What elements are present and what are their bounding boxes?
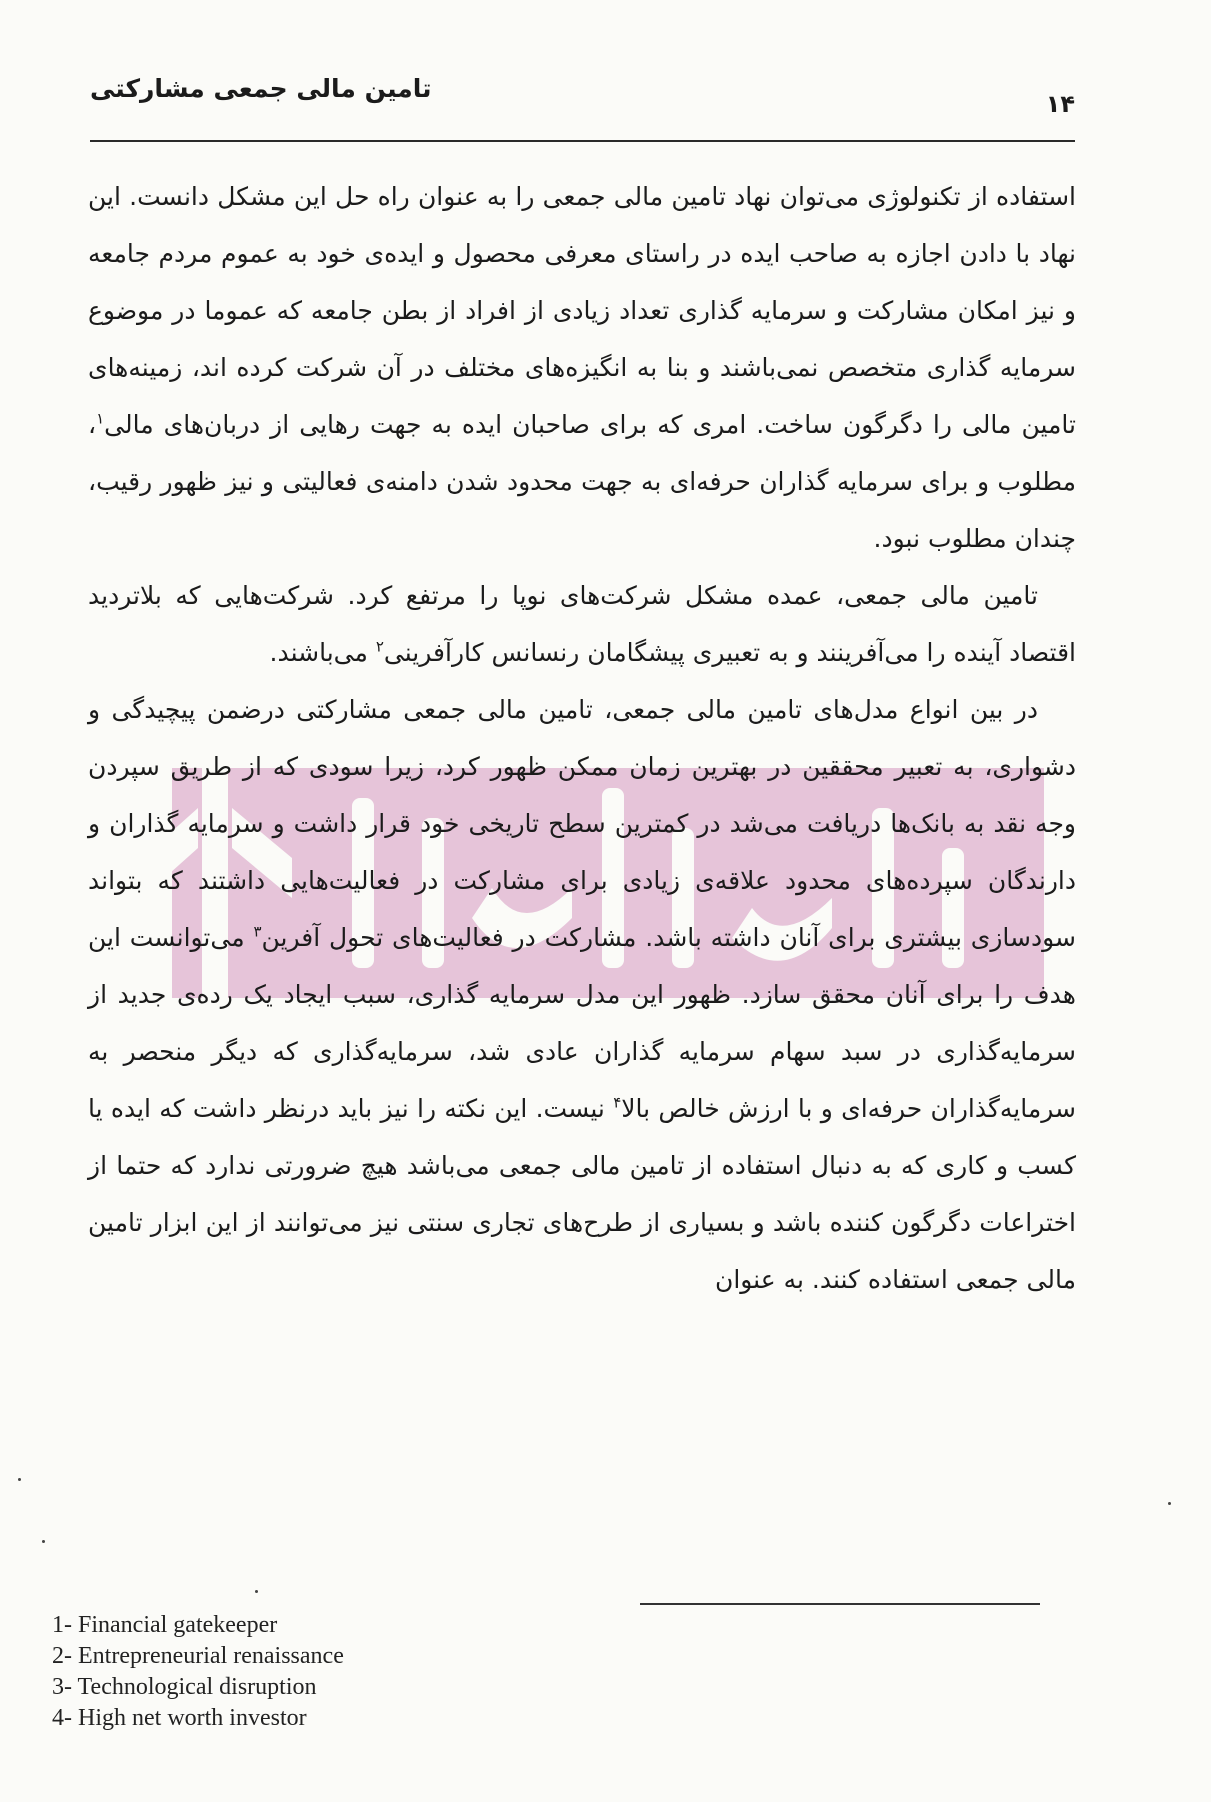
footnote-4: 4- High net worth investor [52, 1705, 307, 1731]
paragraph-2 [88, 567, 1076, 681]
page-number: ۱۴ [1045, 90, 1075, 118]
paragraph-1-tail: ، مطلوب و برای سرمایه گذاران حرفه‌ای به جهت محدود شدن دامنه‌ی فعالیتی و نیز ظهور رقیب، چندان مطلوب نبود. [88, 410, 1076, 553]
paragraph-3-tail: می‌توانست این هدف را برای آنان محقق سازد. ظهور این مدل سرمایه گذاری، سبب ایجاد یک رده‌ی جدید از سرمایه‌گذاری در سبد سهام سرمایه گذاران عادی شد، سرمایه‌گذاری که دیگر منحصر به سرمایه‌گذاران حرفه‌ای و با ارزش خالص بالا [88, 923, 1076, 1123]
footnote-3: 3- Technological disruption [52, 1674, 317, 1700]
scan-speck [42, 1540, 45, 1543]
paragraph-2-text: تامین مالی جمعی، عمده مشکل شرکت‌های نوپا را مرتفع کرد. شرکت‌هایی که بلاتردید اقتصاد آینده را می‌آفرینند و به تعبیری پیشگامان رنسانس کارآفرینی [88, 581, 1076, 667]
scan-speck [1168, 1502, 1171, 1505]
footnote-ref-3: ۳ [253, 922, 262, 941]
scan-speck [18, 1478, 21, 1481]
footnote-ref-2: ۲ [375, 637, 384, 656]
paragraph-3 [88, 681, 1076, 1308]
paragraph-2-tail: می‌باشند. [269, 638, 376, 667]
footnotes [52, 1610, 652, 1734]
footnote-separator [640, 1603, 1040, 1605]
paragraph-3-text: در بین انواع مدل‌های تامین مالی جمعی، تامین مالی جمعی مشارکتی درضمن پیچیدگی و دشواری، به تعبیر محققین در بهترین زمان ممکن ظهور کرد، زیرا سودی که از طریق سپردن وجه نقد به بانک‌ها دریافت می‌شد در کمترین سطح تاریخی خود قرار داشت و سرمایه گذاران و دارندگان سپرده‌های محدود علاقه‌ی زیادی برای مشارکت در فعالیت‌هایی داشتند که بتواند سودسازی بیشتری برای آنان داشته باشد. مشارکت در فعالیت‌های تحول آفرین [88, 695, 1076, 952]
scan-speck [255, 1590, 258, 1593]
footnote-2: 2- Entrepreneurial renaissance [52, 1643, 344, 1669]
footnote-ref-1: ۱ [96, 409, 105, 428]
paragraph-3-tail-2: نیست. این نکته را نیز باید درنظر داشت که ایده یا کسب و کاری که به دنبال استفاده از تامین مالی جمعی می‌باشد هیچ ضرورتی ندارد که حتما از اختراعات دگرگون کننده باشد و بسیاری از طرح‌های تجاری سنتی نیز می‌توانند از این ابزار تامین مالی جمعی استفاده کنند. به عنوان [88, 1094, 1076, 1294]
running-title: تامین مالی جمعی مشارکتی [90, 74, 432, 103]
footnote-1: 1- Financial gatekeeper [52, 1612, 278, 1638]
body-text [88, 168, 1076, 1308]
footnote-ref-4: ۴ [613, 1093, 622, 1112]
paragraph-1-text: استفاده از تکنولوژی می‌توان نهاد تامین مالی جمعی را به عنوان راه حل این مشکل دانست. این نهاد با دادن اجازه به صاحب ایده در راستای معرفی محصول و ایده‌ی خود به عموم مردم جامعه و نیز امکان مشارکت و سرمایه گذاری تعداد زیادی از افراد از بطن جامعه که عموما در موضوع سرمایه گذاری متخصص نمی‌باشند و بنا به انگیزه‌های مختلف در آن شرکت کرده اند، زمینه‌های تامین مالی را دگرگون ساخت. امری که برای صاحبان ایده به جهت رهایی از دربان‌های مالی [88, 182, 1076, 439]
page-header [90, 68, 1075, 142]
paragraph-1 [88, 168, 1076, 567]
